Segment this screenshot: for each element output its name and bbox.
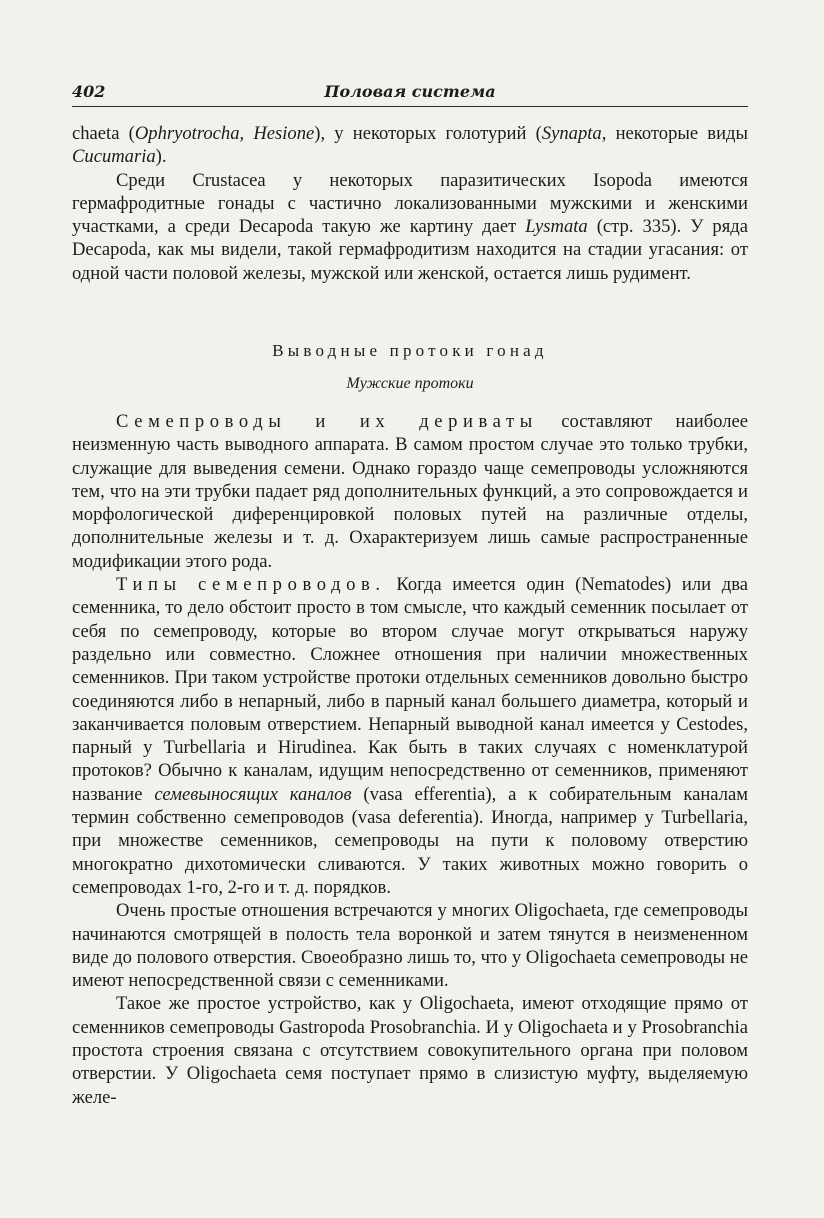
subsection-title: Мужские протоки	[346, 375, 474, 392]
paragraph-6: Такое же простое устройство, как у Oligochaeta, имеют отходящие прямо от семенников семепроводы Gastropoda Prosobranchia. И у Oligochaeta и у Prosobranchia простота строения связана с отсутствием совокупительного органа при половом отверстии. У Oligochaeta семя поступает прямо в слизистую муфту, выделяемую желе-	[72, 993, 748, 1108]
paragraph-1: chaeta (Ophryotrocha, Hesione), у некоторых голотурий (Synapta, некоторые виды Cucumaria).	[72, 123, 748, 168]
page-header	[72, 80, 748, 107]
paragraph-2: Среди Crustacea у некоторых паразитических Isopoda имеются гермафродитные гонады с частично локализованными мужскими и женскими участками, а среди Decapoda такую же картину дает Lysmata (стр. 335). У ряда Decapoda, как мы видели, такой гермафродитизм находится на стадии угасания: от одной части половой железы, мужской или женской, остается лишь рудимент.	[72, 169, 748, 284]
top-text-block	[72, 122, 748, 285]
paragraph-4: Типы семепроводов. Когда имеется один (Nematodes) или два семенника, то дело обстоит просто в том смысле, что каждый семенник посылает от себя по семепроводу, которые во втором случае могут открываться наружу раздельно или совместно. Сложнее отношения при наличии множественных семенников. При таком устройстве протоки отдельных семенников довольно быстро соединяются либо в непарный, либо в парный канал большего диаметра, который и заканчивается половым отверстием. Непарный выводной канал имеется у Cestodes, парный у Turbellaria и Hirudinea. Как быть в таких случаях с номенклатурой протоков? Обычно к каналам, идущим непосредственно от семенников, применяют название семевыносящих каналов (vasa efferentia), а к собирательным каналам термин собственно семепроводов (vasa deferentia). Иногда, например у Turbellaria, при множестве семенников, семепроводы на пути к половому отверстию многократно дихотомически сливаются. У таких животных можно говорить о семепроводах 1-го, 2-го и т. д. порядков.	[72, 574, 748, 898]
paragraph-3: Семепроводы и их дериваты составляют наиболее неизменную часть выводного аппарата. В самом простом случае это только трубки, служащие для выведения семени. Однако гораздо чаще семепроводы усложняются тем, что на эти трубки падает ряд дополнительных функций, а это сопровождается и морфологической диференцировкой половых путей на различные отделы, дополнительные железы и т. д. Охарактеризуем лишь самые распространенные модификации этого рода.	[72, 411, 748, 572]
paragraph-5: Очень простые отношения встречаются у многих Oligochaeta, где семепроводы начинаются смотрящей в полость тела воронкой и затем тянутся в неизмененном виде до полового отверстия. Своеобразно лишь то, что у Oligochaeta семепроводы не имеют непосредственной связи с семенниками.	[72, 900, 748, 992]
running-head: Половая система	[324, 82, 496, 101]
main-text-block	[72, 410, 748, 1109]
page-number: 402	[72, 82, 106, 101]
spaced-term: Типы семепроводов.	[116, 574, 386, 596]
section-title: Выводные протоки гонад	[272, 341, 548, 360]
spaced-term: Семепроводы и их дериваты	[116, 411, 538, 432]
